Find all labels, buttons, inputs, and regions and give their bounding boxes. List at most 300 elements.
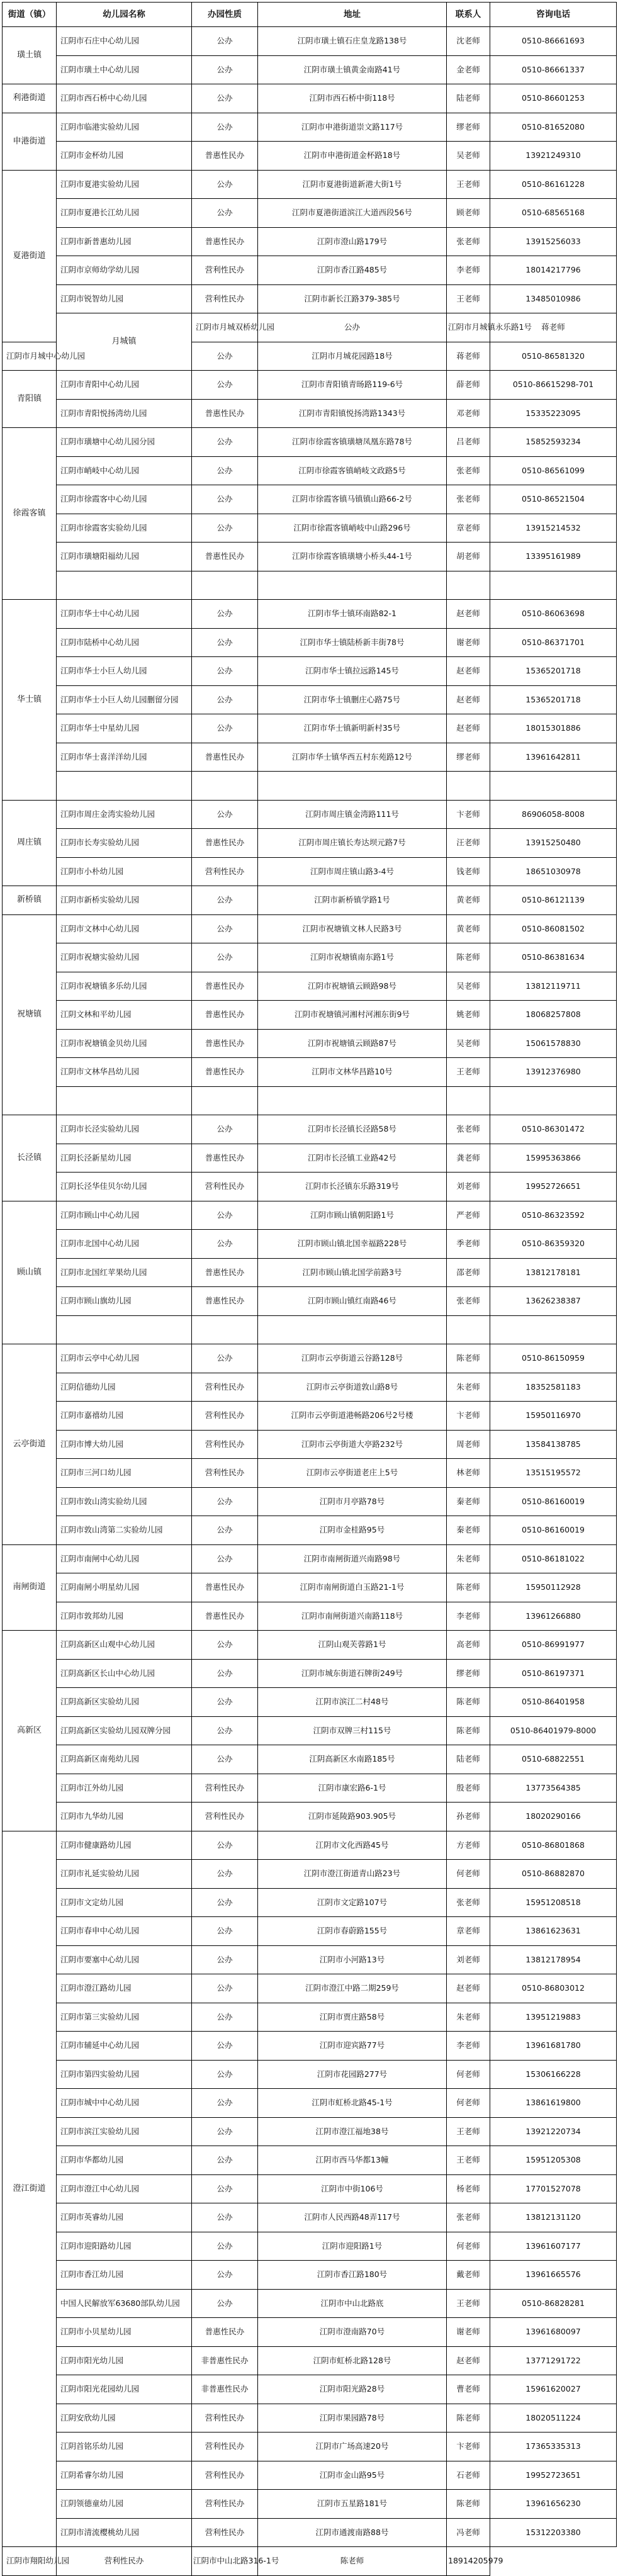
nature-cell — [192, 1315, 258, 1344]
contact-cell: 沈老师 — [447, 27, 490, 56]
address-cell: 江阴市顾山镇红南路46号 — [258, 1287, 447, 1316]
address-cell: 江阴市澄江街道青山路23号 — [258, 1860, 447, 1889]
address-cell: 江阴市华士镇华西五村东苑路12号 — [258, 743, 447, 772]
nature-cell: 营利性民办 — [192, 256, 258, 285]
contact-cell: 何老师 — [447, 2232, 490, 2261]
contact-cell — [447, 571, 490, 600]
address-cell: 江阴市祝塘镇文林人民路3号 — [258, 914, 447, 943]
kindergarten-name-cell: 江阴市祝塘实验幼儿园 — [57, 943, 192, 972]
nature-cell: 公办 — [192, 657, 258, 686]
nature-cell: 普惠性民办 — [192, 142, 258, 171]
kindergarten-name-cell: 江阴市长泾实验幼儿园 — [57, 1115, 192, 1144]
table-row — [3, 2003, 617, 2032]
table-row — [3, 886, 617, 915]
phone-cell: 15365201718 — [490, 657, 617, 686]
table-row — [3, 1544, 617, 1573]
phone-cell: 13961680097 — [490, 2318, 617, 2347]
table-row — [3, 1831, 617, 1860]
nature-cell: 营利性民办 — [192, 857, 258, 886]
table-row — [3, 27, 617, 56]
contact-cell: 卞老师 — [447, 2433, 490, 2461]
table-row — [3, 543, 617, 571]
address-cell: 江阴高新区水南路185号 — [258, 1745, 447, 1774]
contact-cell: 张老师 — [447, 227, 490, 256]
table-row — [3, 972, 617, 1001]
phone-cell: 18020290166 — [490, 1803, 617, 1831]
contact-cell: 李老师 — [447, 256, 490, 285]
address-cell: 江阴市南闸街道白玉路21-1号 — [258, 1573, 447, 1602]
contact-cell: 吴老师 — [447, 142, 490, 171]
phone-cell: 0510-86401958 — [490, 1688, 617, 1717]
column-header-name: 幼儿园名称 — [57, 3, 192, 27]
district-cell: 申港街道 — [3, 113, 57, 170]
address-cell: 江阴市夏港街道新港大街1号 — [258, 170, 447, 199]
table-row — [3, 2032, 617, 2061]
nature-cell: 公办 — [192, 714, 258, 743]
phone-cell: 13812178954 — [490, 1945, 617, 1974]
table-row — [3, 1860, 617, 1889]
contact-cell: 朱老师 — [447, 2003, 490, 2032]
nature-cell: 公办 — [192, 1230, 258, 1259]
header-row — [3, 3, 617, 27]
nature-cell: 公办 — [192, 485, 258, 514]
kindergarten-name-cell: 江阴市锐智幼儿园 — [57, 284, 192, 313]
kindergarten-name-cell: 江阴市夏港实验幼儿园 — [57, 170, 192, 199]
table-body — [3, 27, 617, 2576]
contact-cell: 孙老师 — [447, 1803, 490, 1831]
district-cell: 新桥镇 — [3, 886, 57, 915]
kindergarten-name-cell: 江阴市文定幼儿园 — [57, 1888, 192, 1917]
address-cell: 江阴山观芙蓉路1号 — [258, 1631, 447, 1660]
table-row — [3, 743, 617, 772]
address-cell: 江阴市夏港街道滨江大道西段56号 — [258, 199, 447, 228]
table-row — [3, 1201, 617, 1230]
kindergarten-name-cell: 江阴长泾新星幼儿园 — [57, 1144, 192, 1173]
kindergarten-name-cell: 江阴市敦邦幼儿园 — [57, 1602, 192, 1631]
kindergarten-name-cell: 江阴高新区南苑幼儿园 — [57, 1745, 192, 1774]
phone-cell: 18014217796 — [490, 256, 617, 285]
contact-cell: 陈老师 — [447, 2404, 490, 2433]
nature-cell: 公办 — [192, 2289, 258, 2318]
table-row — [3, 1487, 617, 1516]
kindergarten-name-cell: 江阴市璜土中心幼儿园 — [57, 55, 192, 84]
district-cell: 利港街道 — [3, 84, 57, 113]
nature-cell: 公办 — [192, 1544, 258, 1573]
district-cell: 夏港街道 — [3, 170, 57, 342]
address-cell: 江阴市南闸街道兴南路118号 — [258, 1602, 447, 1631]
address-cell: 江阴市华士镇陆桥新丰街78号 — [258, 628, 447, 657]
nature-cell: 公办 — [192, 514, 258, 543]
phone-cell: 0510-86150959 — [490, 1344, 617, 1373]
phone-cell: 13626238387 — [490, 1287, 617, 1316]
kindergarten-name-cell: 江阴市金杯幼儿园 — [57, 142, 192, 171]
nature-cell: 营利性民办 — [192, 1774, 258, 1803]
table-row — [3, 2433, 617, 2461]
phone-cell: 13915250480 — [490, 829, 617, 858]
table-row — [3, 84, 617, 113]
phone-cell: 13812131120 — [490, 2203, 617, 2232]
address-cell: 江阴市果园路78号 — [258, 2404, 447, 2433]
phone-cell: 13961656230 — [490, 2490, 617, 2519]
nature-cell: 普惠性民办 — [192, 399, 258, 428]
nature-cell: 普惠性民办 — [192, 1287, 258, 1316]
table-row — [3, 256, 617, 285]
phone-cell: 0510-81652080 — [490, 113, 617, 142]
address-cell: 江阴市贾庄路58号 — [258, 2003, 447, 2032]
nature-cell: 公办 — [192, 428, 258, 457]
nature-cell: 营利性民办 — [192, 2404, 258, 2433]
nature-cell: 营利性民办 — [192, 1803, 258, 1831]
phone-cell: 13773564385 — [490, 1774, 617, 1803]
contact-cell: 何老师 — [447, 1860, 490, 1889]
contact-cell: 季老师 — [447, 1230, 490, 1259]
column-header-address: 地址 — [258, 3, 447, 27]
table-row — [3, 1659, 617, 1688]
address-cell: 江阴市云亭街道大亭路232号 — [258, 1430, 447, 1459]
kindergarten-name-cell: 江阴市峭岐中心幼儿园 — [57, 456, 192, 485]
contact-cell: 薛老师 — [447, 371, 490, 400]
table-row — [3, 571, 617, 600]
nature-cell: 公办 — [192, 600, 258, 629]
table-row — [3, 2117, 617, 2146]
kindergarten-name-cell: 江阴市京师幼学幼儿园 — [57, 256, 192, 285]
address-cell: 江阴市延陵路903.905号 — [258, 1803, 447, 1831]
contact-cell: 何老师 — [447, 2060, 490, 2089]
kindergarten-name-cell: 江阴市澄江路幼儿园 — [57, 1974, 192, 2003]
nature-cell — [192, 772, 258, 801]
contact-cell — [447, 1086, 490, 1115]
kindergarten-name-cell: 江阴市华士小巨人幼儿园删留分园 — [57, 685, 192, 714]
table-row — [3, 55, 617, 84]
phone-cell: 15961620027 — [490, 2375, 617, 2404]
contact-cell: 卞老师 — [447, 800, 490, 829]
phone-cell: 13951219883 — [490, 2003, 617, 2032]
column-header-nature: 办园性质 — [192, 3, 258, 27]
address-cell: 江阴市花园路277号 — [258, 2060, 447, 2089]
contact-cell: 黄老师 — [447, 886, 490, 915]
address-cell: 江阴市文定路107号 — [258, 1888, 447, 1917]
nature-cell: 普惠性民办 — [192, 1573, 258, 1602]
nature-cell: 公办 — [192, 2174, 258, 2203]
kindergarten-name-cell: 江阴市北国中心幼儿园 — [57, 1230, 192, 1259]
contact-cell: 邓老师 — [447, 399, 490, 428]
address-cell: 江阴市春蔚路155号 — [258, 1917, 447, 1946]
table-row — [3, 456, 617, 485]
nature-cell: 普惠性民办 — [192, 829, 258, 858]
nature-cell: 公办 — [192, 1888, 258, 1917]
contact-cell: 秦老师 — [447, 1487, 490, 1516]
table-row — [3, 1430, 617, 1459]
table-row — [3, 1459, 617, 1488]
address-cell: 江阴市南闸街道兴南路98号 — [258, 1544, 447, 1573]
phone-cell: 13584138785 — [490, 1430, 617, 1459]
kindergarten-name-cell: 江阴市南闸中心幼儿园 — [57, 1544, 192, 1573]
contact-cell: 王老师 — [447, 284, 490, 313]
phone-cell: 0510-86197371 — [490, 1659, 617, 1688]
table-row — [3, 2289, 617, 2318]
phone-cell: 0510-86181022 — [490, 1544, 617, 1573]
nature-cell: 公办 — [192, 1487, 258, 1516]
nature-cell: 公办 — [192, 1831, 258, 1860]
contact-cell: 蒋老师 — [447, 342, 490, 371]
phone-cell: 13961665576 — [490, 2261, 617, 2290]
phone-cell: 15951205308 — [490, 2146, 617, 2175]
kindergarten-name-cell: 江阴市青阳中心幼儿园 — [57, 371, 192, 400]
contact-cell: 顾老师 — [447, 199, 490, 228]
kindergarten-name-cell: 江阴市璜塘阳福幼儿园 — [57, 543, 192, 571]
kindergarten-name-cell: 江阴市华士小巨人幼儿园 — [57, 657, 192, 686]
phone-cell: 13861619800 — [490, 2089, 617, 2118]
table-row — [3, 284, 617, 313]
address-cell: 江阴市华士镇删庄心路75号 — [258, 685, 447, 714]
contact-cell: 龚老师 — [447, 1144, 490, 1173]
address-cell: 江阴市徐霞客镇峭岐中山路296号 — [258, 514, 447, 543]
contact-cell: 陈老师 — [447, 1573, 490, 1602]
kindergarten-name-cell — [57, 772, 192, 801]
table-row — [3, 514, 617, 543]
address-cell — [258, 772, 447, 801]
address-cell: 江阴市五星路181号 — [258, 2490, 447, 2519]
contact-cell: 王老师 — [447, 2146, 490, 2175]
nature-cell: 公办 — [192, 2203, 258, 2232]
contact-cell: 张老师 — [447, 485, 490, 514]
table-row — [3, 1774, 617, 1803]
address-cell: 江阴市中街106号 — [258, 2174, 447, 2203]
district-cell: 祝塘镇 — [3, 914, 57, 1115]
table-row — [3, 2203, 617, 2232]
kindergarten-name-cell: 江阴高新区实验幼儿园 — [57, 1688, 192, 1717]
nature-cell: 公办 — [192, 2146, 258, 2175]
address-cell: 江阴市璜土镇黄金南路41号 — [258, 55, 447, 84]
table-row — [3, 1001, 617, 1030]
table-row — [3, 1974, 617, 2003]
contact-cell: 陆老师 — [447, 84, 490, 113]
address-cell: 江阴市云亭街道云谷路128号 — [258, 1344, 447, 1373]
kindergarten-name-cell: 江阴领德童幼儿园 — [57, 2490, 192, 2519]
phone-cell: 13915256033 — [490, 227, 617, 256]
nature-cell: 公办 — [192, 1516, 258, 1545]
phone-cell: 0510-86161228 — [490, 170, 617, 199]
address-cell: 江阴市徐霞客镇马镇镇山路66-2号 — [258, 485, 447, 514]
table-row — [3, 1115, 617, 1144]
kindergarten-name-cell — [57, 1315, 192, 1344]
district-cell: 周庄镇 — [3, 800, 57, 886]
phone-cell: 0510-86803012 — [490, 1974, 617, 2003]
table-row — [3, 485, 617, 514]
nature-cell: 公办 — [192, 1917, 258, 1946]
table-row — [3, 1573, 617, 1602]
contact-cell: 邵老师 — [447, 1258, 490, 1287]
district-cell: 璜土镇 — [3, 27, 57, 84]
nature-cell: 公办 — [192, 456, 258, 485]
contact-cell: 张老师 — [447, 1287, 490, 1316]
nature-cell: 营利性民办 — [192, 2518, 258, 2547]
column-header-district: 街道（镇） — [3, 3, 57, 27]
contact-cell: 冯老师 — [447, 2518, 490, 2547]
nature-cell: 营利性民办 — [192, 1373, 258, 1402]
phone-cell: 18352581183 — [490, 1373, 617, 1402]
nature-cell: 公办 — [192, 1631, 258, 1660]
table-row — [3, 2146, 617, 2175]
address-cell: 江阴市华士镇新明新村35号 — [258, 714, 447, 743]
table-row — [3, 2174, 617, 2203]
phone-cell: 13515195572 — [490, 1459, 617, 1488]
nature-cell: 公办 — [192, 1344, 258, 1373]
table-row — [3, 1917, 617, 1946]
nature-cell: 公办 — [192, 943, 258, 972]
kindergarten-name-cell: 江阴市迎阳路幼儿园 — [57, 2232, 192, 2261]
nature-cell: 公办 — [192, 2117, 258, 2146]
nature-cell: 营利性民办 — [192, 284, 258, 313]
kindergarten-name-cell — [57, 571, 192, 600]
kindergarten-name-cell: 江阴市翔阳幼儿园 — [3, 2547, 57, 2576]
table-row — [3, 2547, 617, 2576]
nature-cell: 公办 — [192, 1860, 258, 1889]
address-cell: 江阴市周庄镇金湾路111号 — [258, 800, 447, 829]
kindergarten-name-cell: 江阴信德幼儿园 — [57, 1373, 192, 1402]
table-row — [3, 170, 617, 199]
contact-cell: 蒋老师 — [490, 313, 617, 342]
kindergarten-name-cell: 江阴市临港实验幼儿园 — [57, 113, 192, 142]
table-row — [3, 1058, 617, 1087]
contact-cell: 石老师 — [447, 2461, 490, 2490]
phone-cell: 0510-86801868 — [490, 1831, 617, 1860]
address-cell: 江阴市月亭路78号 — [258, 1487, 447, 1516]
kindergarten-name-cell — [57, 1086, 192, 1115]
table-row — [3, 1688, 617, 1717]
nature-cell: 公办 — [192, 685, 258, 714]
contact-cell: 殷老师 — [447, 1774, 490, 1803]
phone-cell: 0510-86323592 — [490, 1201, 617, 1230]
table-row — [3, 142, 617, 171]
kindergarten-name-cell: 江阴市小朴幼儿园 — [57, 857, 192, 886]
address-cell: 江阴市华士镇环南路82-1 — [258, 600, 447, 629]
contact-cell: 刘老师 — [447, 1945, 490, 1974]
nature-cell: 公办 — [192, 1745, 258, 1774]
nature-cell: 营利性民办 — [192, 2433, 258, 2461]
table-row — [3, 600, 617, 629]
phone-cell: 13961642811 — [490, 743, 617, 772]
kindergarten-name-cell: 江阴希睿尔幼儿园 — [57, 2461, 192, 2490]
nature-cell: 普惠性民办 — [192, 743, 258, 772]
address-cell: 江阴市康宏路6-1号 — [258, 1774, 447, 1803]
kindergarten-name-cell: 江阴市石庄中心幼儿园 — [57, 27, 192, 56]
contact-cell: 陈老师 — [258, 2547, 447, 2576]
nature-cell: 普惠性民办 — [192, 1258, 258, 1287]
table-row — [3, 313, 617, 342]
nature-cell: 营利性民办 — [192, 2461, 258, 2490]
contact-cell: 秦老师 — [447, 1516, 490, 1545]
contact-cell: 张老师 — [447, 1888, 490, 1917]
address-cell: 江阴市长泾镇长泾路58号 — [258, 1115, 447, 1144]
phone-cell: 13395161989 — [490, 543, 617, 571]
address-cell: 江阴市云亭街道敦山路8号 — [258, 1373, 447, 1402]
phone-cell: 0510-86661337 — [490, 55, 617, 84]
contact-cell: 周老师 — [447, 1430, 490, 1459]
table-row — [3, 1029, 617, 1058]
address-cell — [258, 1086, 447, 1115]
contact-cell: 曹老师 — [447, 2375, 490, 2404]
phone-cell: 15061578830 — [490, 1029, 617, 1058]
phone-cell: 13485010986 — [490, 284, 617, 313]
kindergarten-table — [2, 2, 617, 2576]
kindergarten-name-cell: 江阴市英睿幼儿园 — [57, 2203, 192, 2232]
contact-cell: 王老师 — [447, 1058, 490, 1087]
nature-cell: 公办 — [192, 1716, 258, 1745]
nature-cell: 公办 — [192, 2261, 258, 2290]
phone-cell: 13861623631 — [490, 1917, 617, 1946]
table-row — [3, 428, 617, 457]
phone-cell: 0510-86561099 — [490, 456, 617, 485]
contact-cell: 赵老师 — [447, 657, 490, 686]
table-row — [3, 2404, 617, 2433]
nature-cell: 公办 — [192, 1974, 258, 2003]
kindergarten-name-cell: 江阴市辅延中心幼儿园 — [57, 2032, 192, 2061]
nature-cell: 公办 — [192, 1688, 258, 1717]
table-row — [3, 829, 617, 858]
table-row — [3, 2318, 617, 2347]
kindergarten-name-cell: 江阴市清流樱桃幼儿园 — [57, 2518, 192, 2547]
phone-cell: 0510-68822551 — [490, 1745, 617, 1774]
table-row — [3, 113, 617, 142]
contact-cell: 陈老师 — [447, 2490, 490, 2519]
kindergarten-name-cell: 江阴市第四实验幼儿园 — [57, 2060, 192, 2089]
kindergarten-name-cell: 江阴市健康路幼儿园 — [57, 1831, 192, 1860]
kindergarten-name-cell: 江阴市华士喜洋洋幼儿园 — [57, 743, 192, 772]
district-cell: 青阳镇 — [3, 371, 57, 428]
kindergarten-name-cell: 江阴市璜塘中心幼儿园分园 — [57, 428, 192, 457]
kindergarten-name-cell: 江阴市长寿实验幼儿园 — [57, 829, 192, 858]
phone-cell: 15995363866 — [490, 1144, 617, 1173]
table-row — [3, 1373, 617, 1402]
table-row — [3, 1716, 617, 1745]
nature-cell: 营利性民办 — [192, 2490, 258, 2519]
address-cell: 江阴市迎宾路77号 — [258, 2032, 447, 2061]
table-row — [3, 2518, 617, 2547]
phone-cell: 86906058-8008 — [490, 800, 617, 829]
contact-cell: 陈老师 — [447, 1716, 490, 1745]
address-cell: 江阴市金桂路95号 — [258, 1516, 447, 1545]
nature-cell: 公办 — [192, 2089, 258, 2118]
phone-cell: 15312203380 — [490, 2518, 617, 2547]
nature-cell: 营利性民办 — [192, 1173, 258, 1201]
phone-cell: 13921249310 — [490, 142, 617, 171]
district-cell: 徐霞客镇 — [3, 428, 57, 600]
kindergarten-name-cell: 江阴市三河口幼儿园 — [57, 1459, 192, 1488]
phone-cell: 15950116970 — [490, 1402, 617, 1431]
kindergarten-name-cell: 江阴市北国红苹果幼儿园 — [57, 1258, 192, 1287]
address-cell: 江阴市滨江二村48号 — [258, 1688, 447, 1717]
table-row — [3, 2060, 617, 2089]
table-row — [3, 685, 617, 714]
phone-cell: 18015301886 — [490, 714, 617, 743]
district-cell: 云亭街道 — [3, 1344, 57, 1545]
table-row — [3, 657, 617, 686]
address-cell: 江阴市中山北路底 — [258, 2289, 447, 2318]
kindergarten-name-cell: 江阴文林和平幼儿园 — [57, 1001, 192, 1030]
table-row — [3, 2089, 617, 2118]
nature-cell: 公办 — [192, 199, 258, 228]
address-cell: 江阴市顾山镇北国幸福路228号 — [258, 1230, 447, 1259]
nature-cell: 公办 — [192, 800, 258, 829]
phone-cell: 0510-86882870 — [490, 1860, 617, 1889]
table-row — [3, 2375, 617, 2404]
phone-cell: 0510-86121139 — [490, 886, 617, 915]
address-cell: 江阴市璜土镇石庄皇龙路138号 — [258, 27, 447, 56]
table-row — [3, 800, 617, 829]
table-row — [3, 1516, 617, 1545]
nature-cell: 营利性民办 — [192, 1459, 258, 1488]
